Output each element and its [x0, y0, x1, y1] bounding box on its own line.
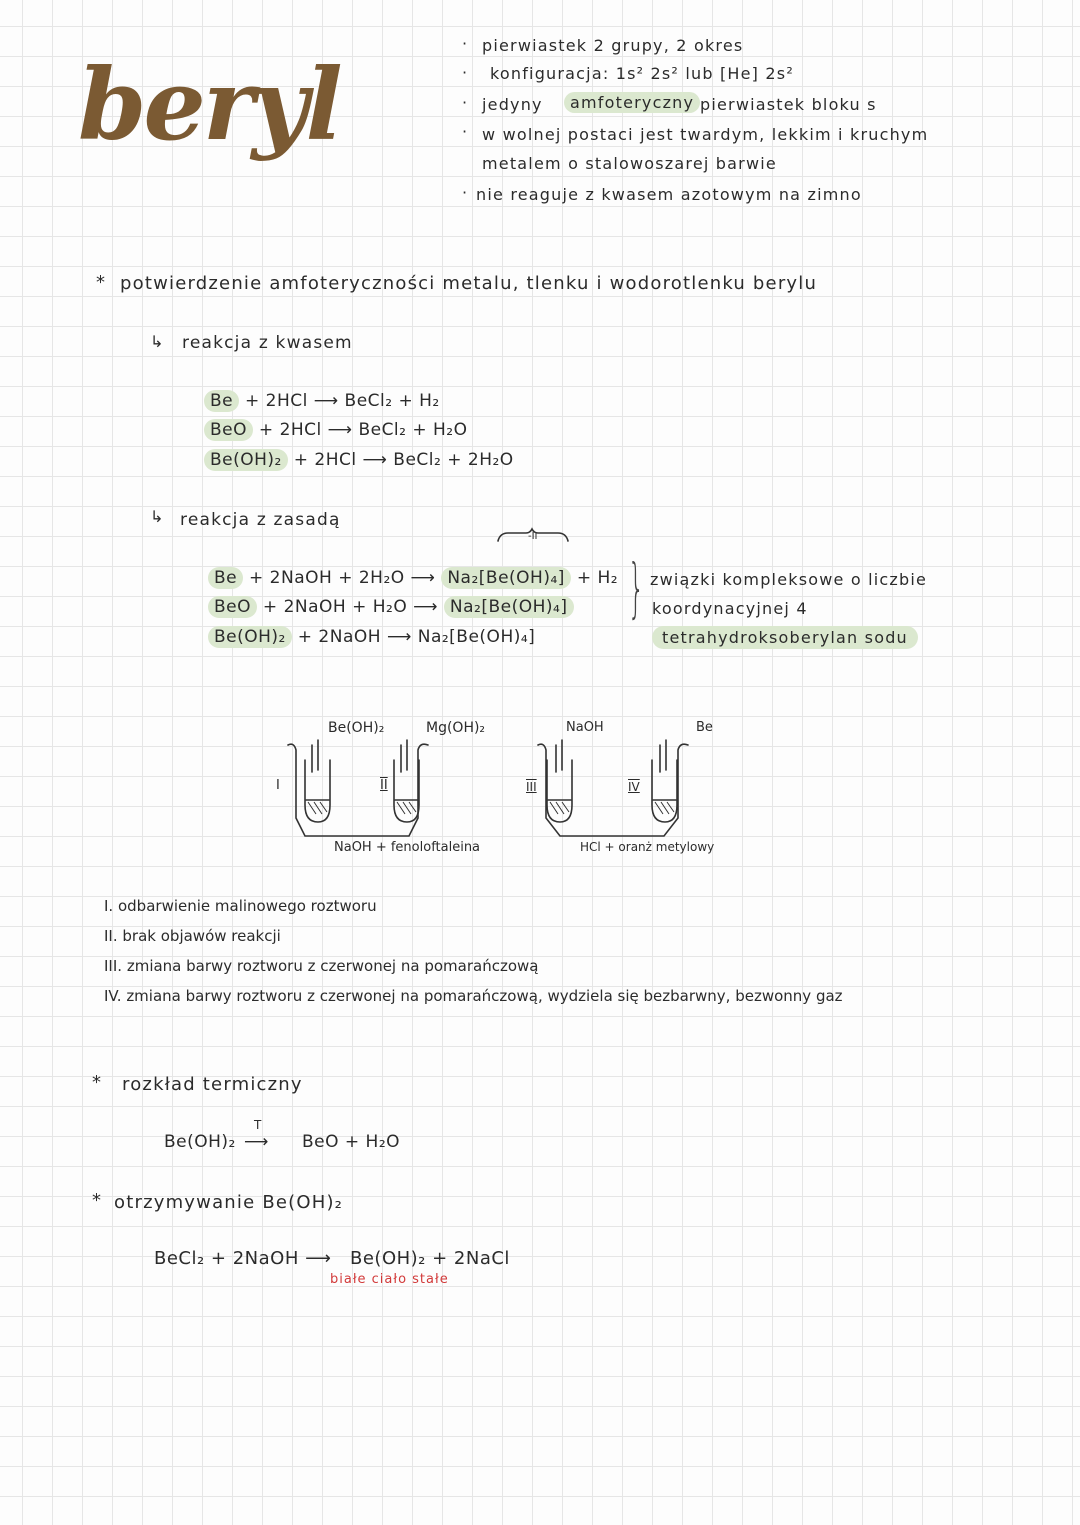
charge-label: -II	[528, 531, 538, 542]
observation-num: II.	[104, 927, 118, 945]
thermal-product: BeO + H₂O	[302, 1132, 401, 1152]
reaction-rest: + 2NaOH ⟶ Na₂[Be(OH)₄]	[297, 627, 536, 647]
tube-label-naoh: NaOH	[566, 720, 604, 735]
observation-3	[104, 957, 538, 975]
complex-note-2: koordynacyjnej 4	[652, 599, 808, 618]
fact-bullet-5: ·	[462, 183, 469, 202]
reaction-rest: + 2NaOH + 2H₂O ⟶	[249, 568, 436, 588]
tube-number-4: IV	[628, 780, 640, 794]
section-bullet: *	[92, 1190, 101, 1211]
condition-label: T	[254, 1118, 262, 1132]
section-heading-amphoteric: potwierdzenie amfoteryczności metalu, tlenku i wodorotlenku berylu	[120, 273, 818, 294]
precipitate-note: białe ciało stałe	[330, 1272, 449, 1287]
complex-note-1: związki kompleksowe o liczbie	[650, 570, 928, 589]
reactant-highlight: BeO	[208, 596, 257, 618]
fact-bullet-2: ·	[462, 63, 469, 82]
tube-label-beoh2: Be(OH)₂	[328, 720, 385, 736]
reagent-set-2: HCl + oranż metylowy	[580, 840, 715, 854]
arrow-icon: ↳	[150, 507, 165, 526]
reactant-highlight: Be	[204, 390, 239, 412]
section-bullet: *	[92, 1072, 101, 1093]
fact-bullet-3: ·	[462, 93, 469, 112]
fact-bullet-1: ·	[462, 34, 469, 53]
fact-1: pierwiastek 2 grupy, 2 okres	[482, 36, 744, 55]
curly-brace: }	[628, 552, 645, 626]
fact-3-highlight: amfoteryczny	[564, 92, 700, 113]
observation-1	[104, 897, 377, 915]
obtain-product: Be(OH)₂ + 2NaCl	[350, 1248, 510, 1269]
fact-3a: jedyny	[482, 95, 543, 114]
fact-4a: w wolnej postaci jest twardym, lekkim i kruchym	[482, 125, 929, 144]
product-highlight: Na₂[Be(OH)₄]	[444, 596, 574, 618]
observation-2	[104, 927, 281, 945]
fact-bullet-4: ·	[462, 122, 469, 141]
reactant-highlight: Be(OH)₂	[208, 626, 292, 648]
reagent-set-1: NaOH + fenoloftaleina	[334, 840, 481, 855]
reaction-extra: + H₂	[576, 568, 619, 588]
fact-5: nie reaguje z kwasem azotowym na zimno	[476, 185, 862, 204]
observation-text: brak objawów reakcji	[122, 927, 281, 945]
tube-number-1: I	[276, 778, 280, 793]
reactant-highlight: Be	[208, 567, 243, 589]
tube-number-2: II	[380, 778, 388, 793]
subheading-acid: reakcja z kwasem	[182, 333, 353, 353]
observation-num: IV.	[104, 987, 122, 1005]
section-bullet: *	[96, 272, 105, 293]
obtain-reactants: BeCl₂ + 2NaOH ⟶	[154, 1248, 332, 1269]
tube-number-3: III	[526, 780, 537, 794]
tube-label-be: Be	[696, 720, 713, 735]
observation-4	[104, 987, 843, 1005]
subheading-base: reakcja z zasadą	[180, 510, 341, 530]
observation-text: zmiana barwy roztworu z czerwonej na pomarańczową, wydziela się bezbarwny, bezwonny gaz	[126, 987, 843, 1005]
tube-label-mgoh2: Mg(OH)₂	[426, 720, 486, 736]
observation-num: I.	[104, 897, 114, 915]
reaction-rest: + 2HCl ⟶ BeCl₂ + 2H₂O	[293, 450, 514, 470]
reaction-rest: + 2HCl ⟶ BeCl₂ + H₂O	[258, 420, 468, 440]
reaction-rest: + 2HCl ⟶ BeCl₂ + H₂	[245, 391, 440, 411]
fact-3b: pierwiastek bloku s	[700, 95, 877, 114]
observation-text: odbarwienie malinowego roztworu	[117, 897, 377, 915]
section-heading-thermal: rozkład termiczny	[122, 1074, 303, 1095]
section-heading-obtain: otrzymywanie Be(OH)₂	[114, 1192, 344, 1213]
reaction-arrow-icon: ⟶	[244, 1132, 269, 1152]
arrow-icon: ↳	[150, 332, 165, 351]
product-highlight: Na₂[Be(OH)₄]	[441, 567, 571, 589]
page-title: beryl	[78, 48, 340, 163]
observation-num: III.	[104, 957, 123, 975]
observation-text: zmiana barwy roztworu z czerwonej na pomarańczową	[126, 957, 539, 975]
thermal-reactant: Be(OH)₂	[164, 1132, 236, 1152]
reactant-highlight: Be(OH)₂	[204, 449, 288, 471]
fact-4b: metalem o stalowoszarej barwie	[482, 154, 777, 173]
reaction-rest: + 2NaOH + H₂O ⟶	[262, 597, 438, 617]
complex-note-3-highlight: tetrahydroksoberylan sodu	[652, 626, 918, 649]
fact-2: konfiguracja: 1s² 2s² lub [He] 2s²	[490, 64, 794, 83]
reactant-highlight: BeO	[204, 419, 253, 441]
